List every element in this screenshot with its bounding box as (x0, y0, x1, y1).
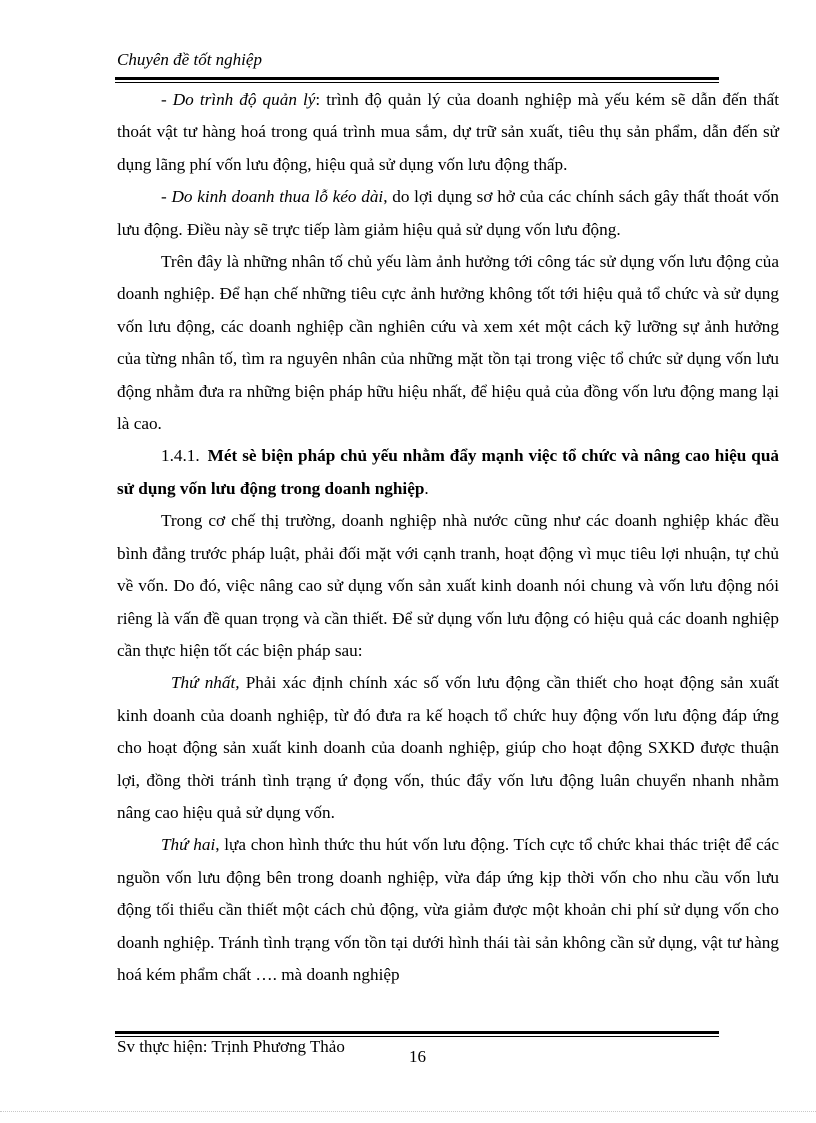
paragraph-dash: - (161, 187, 172, 207)
paragraph-lead-italic: Do kinh doanh thua lỗ kéo dài (171, 187, 384, 207)
paragraph-lead-italic: Thứ hai (161, 835, 216, 855)
paragraph-text: Phải xác định chính xác số vốn lưu động cần thiết cho hoạt động sản xuất kinh doanh của doanh nghiệp, từ đó đưa ra kế hoạch tổ chức huy động vốn lưu động đáp ứng cho hoạt động sản xuất kinh doanh của doanh nghiệp, giúp cho hoạt động SXKD được thuận lợi, đồng thời tránh tình trạng ứ đọng vốn, thúc đẩy vốn lưu động luân chuyển nhanh nhằm nâng cao hiệu quả sử dụng vốn. (117, 673, 779, 822)
paragraph-business-losses (117, 181, 779, 246)
paragraph-first-measure (117, 667, 779, 829)
section-heading (117, 440, 779, 505)
section-heading-text: Mét sè biện pháp chủ yếu nhằm đẩy mạnh việc tổ chức và nâng cao hiệu quả sử dụng vốn lưu động trong doanh nghiệp (117, 446, 779, 498)
page-header-title: Chuyên đề tốt nghiệp (117, 50, 262, 69)
page-number: 16 (409, 1047, 426, 1066)
paragraph-management-level (117, 84, 779, 181)
paragraph-text: : trình độ quản lý của doanh nghiệp mà yếu kém sẽ dẫn đến thất thoát vật tư hàng hoá trong quá trình mua sắm, dự trữ sản xuất, tiêu thụ sản phẩm, dẫn đến sử dụng lãng phí vốn lưu động, hiệu quả sử dụng vốn lưu động thấp. (117, 90, 780, 174)
paragraph-market-mechanism: Trong cơ chế thị trường, doanh nghiệp nhà nước cũng như các doanh nghiệp khác đều bình đẳng trước pháp luật, phải đối mặt với cạnh tranh, hoạt động vì mục tiêu lợi nhuận, tự chủ về vốn. Do đó, việc nâng cao sử dụng vốn sản xuất kinh doanh nói chung và vốn lưu động nói riêng là vấn đề quan trọng và cần thiết. Để sử dụng vốn lưu động có hiệu quả các doanh nghiệp cần thực hiện tốt các biện pháp sau: (117, 511, 779, 660)
paragraph-lead-italic: Thứ nhất, (171, 673, 240, 693)
paragraph-second-measure (117, 829, 779, 991)
header-rule (115, 77, 719, 83)
paragraph-factors-summary: Trên đây là những nhân tố chủ yếu làm ảnh hưởng tới công tác sử dụng vốn lưu động của doanh nghiệp. Để hạn chế những tiêu cực ảnh hưởng không tốt tới hiệu quả tổ chức và sử dụng vốn lưu động, các doanh nghiệp cần nghiên cứu và xem xét một cách kỹ lưỡng sự ảnh hưởng của từng nhân tố, tìm ra nguyên nhân của những mặt tồn tại trong việc tổ chức sử dụng vốn lưu động nhằm đưa ra những biện pháp hữu hiệu nhất, để hiệu quả của đồng vốn lưu động mang lại là cao. (117, 252, 779, 434)
document-body (117, 84, 779, 991)
paragraph-text: , do lợi dụng sơ hở của các chính sách gây thất thoát vốn lưu động. Điều này sẽ trực tiếp làm giảm hiệu quả sử dụng vốn lưu động. (117, 187, 779, 239)
paragraph-text: , lựa chon hình thức thu hút vốn lưu động. Tích cực tổ chức khai thác triệt để các nguồn vốn lưu động bên trong doanh nghiệp, vừa đáp ứng kịp thời vốn cho nhu cầu vốn lưu động tối thiểu cần thiết một cách chủ động, vừa giảm được một khoản chi phí sử dụng vốn cho doanh nghiệp. Tránh tình trạng vốn tồn tại dưới hình thái tài sản không cần sử dụng, vật tư hàng hoá kém phẩm chất …. mà doanh nghiệp (117, 835, 779, 984)
section-heading-end: . (424, 478, 429, 498)
footer-author: Sv thực hiện: Trịnh Phương Thảo (117, 1037, 345, 1056)
paragraph-lead-italic: - Do trình độ quản lý (161, 90, 316, 109)
page-bottom-border (0, 1111, 816, 1112)
section-number: 1.4.1. (161, 446, 200, 466)
